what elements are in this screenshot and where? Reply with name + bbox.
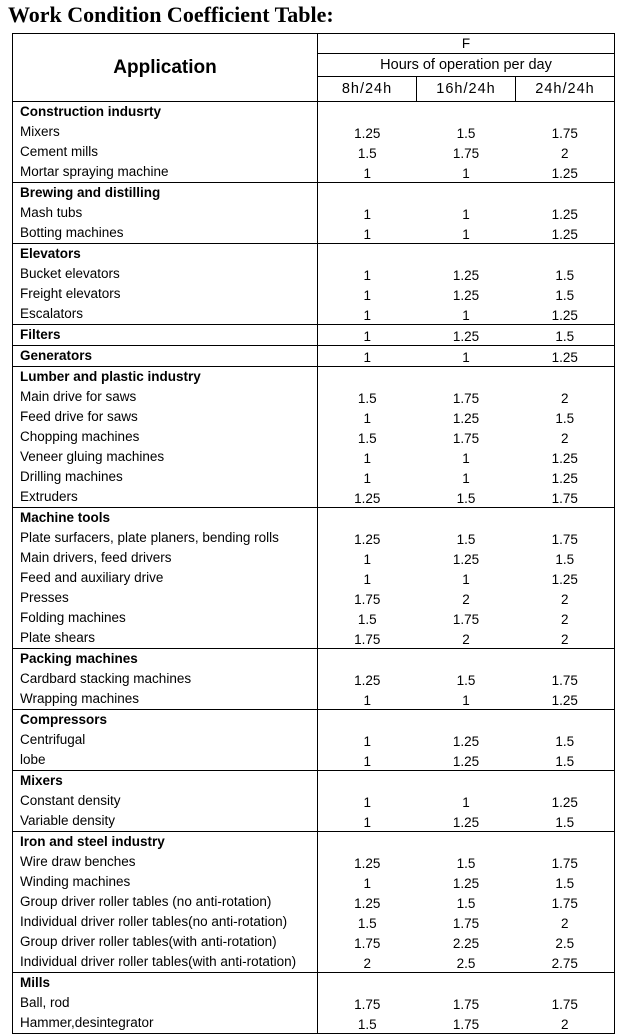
category-label: Packing machines (13, 649, 318, 670)
coefficient-value: 1.5 (555, 411, 575, 426)
coefficient-value: 1 (363, 166, 371, 181)
coefficient-value: 2.5 (456, 956, 476, 971)
application-label: Extruders (13, 487, 318, 508)
coefficient-value: 1.75 (551, 126, 578, 141)
coefficient-value: 1.75 (551, 856, 578, 871)
coefficient-value: 2 (363, 956, 371, 971)
coefficient-value: 1.75 (354, 936, 381, 951)
coefficient-value: 1.25 (417, 325, 516, 346)
column-header-16h: 16h/24h (417, 77, 516, 102)
category-label: Construction indusrty (13, 102, 318, 123)
table-row (13, 387, 615, 407)
coefficient-value: 2 (462, 592, 470, 607)
table-row (13, 447, 615, 467)
application-label: Main drive for saws (13, 387, 318, 407)
application-label: Feed drive for saws (13, 407, 318, 427)
coefficient-value (417, 973, 516, 994)
coefficient-value (318, 973, 417, 994)
table-row (13, 588, 615, 608)
application-label: Centrifugal (13, 730, 318, 750)
coefficient-value: 1 (363, 308, 371, 323)
table-row (13, 689, 615, 710)
coefficient-value: 1.5 (555, 815, 575, 830)
coefficient-value (516, 973, 615, 994)
coefficient-value: 1.75 (551, 896, 578, 911)
coefficient-value: 1.5 (357, 146, 377, 161)
coefficient-value: 1 (462, 451, 470, 466)
coefficient-value: 1.5 (357, 431, 377, 446)
category-row (13, 325, 615, 346)
coefficient-value: 1.5 (357, 1017, 377, 1032)
application-label: Constant density (13, 791, 318, 811)
column-header-24h: 24h/24h (516, 77, 615, 102)
coefficient-value: 1.25 (452, 552, 480, 567)
coefficient-value: 2 (462, 632, 470, 647)
application-label: Individual driver roller tables(with anti-rotation) (13, 952, 318, 973)
coefficient-value (417, 832, 516, 853)
table-row (13, 407, 615, 427)
table-row (13, 142, 615, 162)
coefficient-value (417, 244, 516, 265)
coefficient-value: 1 (462, 795, 470, 810)
table-row (13, 568, 615, 588)
application-label: Group driver roller tables(with anti-rotation) (13, 932, 318, 952)
coefficient-value: 1.5 (555, 268, 575, 283)
column-header-8h: 8h/24h (318, 77, 417, 102)
application-label: Botting machines (13, 223, 318, 244)
hours-header: Hours of operation per day (318, 54, 615, 77)
coefficient-value: 2.5 (555, 936, 575, 951)
coefficient-value: 1 (462, 471, 470, 486)
table-row (13, 791, 615, 811)
category-row (13, 508, 615, 529)
coefficient-value: 1.75 (354, 997, 381, 1012)
application-label: Wrapping machines (13, 689, 318, 710)
application-label: Variable density (13, 811, 318, 832)
application-label: Cement mills (13, 142, 318, 162)
coefficient-value: 1.25 (452, 876, 480, 891)
coefficient-value: 1 (462, 227, 470, 242)
category-label: Machine tools (13, 508, 318, 529)
coefficient-value (516, 832, 615, 853)
table-row (13, 548, 615, 568)
coefficient-value: 2 (561, 146, 569, 161)
table-row (13, 223, 615, 244)
table-row (13, 203, 615, 223)
coefficient-value (516, 244, 615, 265)
coefficient-value: 1 (462, 693, 470, 708)
application-label: Main drivers, feed drivers (13, 548, 318, 568)
category-label: Compressors (13, 710, 318, 731)
coefficient-value: 1.25 (452, 815, 480, 830)
coefficient-value: 1.5 (555, 754, 575, 769)
coefficient-value: 1 (363, 288, 371, 303)
coefficient-value: 1.75 (551, 997, 578, 1012)
category-label: Mixers (13, 771, 318, 792)
application-label: Cardbard stacking machines (13, 669, 318, 689)
table-row (13, 628, 615, 649)
coefficient-value: 1.25 (452, 411, 480, 426)
table-row (13, 872, 615, 892)
coefficient-value: 1.5 (456, 491, 476, 506)
coefficient-value: 1.25 (551, 308, 578, 323)
coefficient-value: 1.75 (551, 491, 578, 506)
application-label: Plate surfacers, plate planers, bending rolls (13, 528, 318, 548)
coefficient-value: 1.25 (551, 227, 578, 242)
table-row (13, 528, 615, 548)
table-row (13, 284, 615, 304)
coefficient-value: 1 (363, 876, 371, 891)
coefficient-value (516, 649, 615, 670)
category-row (13, 367, 615, 388)
coefficient-value: 1.5 (357, 612, 377, 627)
coefficient-value: 1.25 (354, 856, 381, 871)
table-row (13, 750, 615, 771)
coefficient-value (318, 183, 417, 204)
coefficient-value (318, 244, 417, 265)
category-label: Lumber and plastic industry (13, 367, 318, 388)
coefficient-value: 1 (363, 207, 371, 222)
table-row (13, 811, 615, 832)
application-label: lobe (13, 750, 318, 771)
category-row (13, 244, 615, 265)
coefficient-value (417, 102, 516, 123)
coefficient-value: 1 (417, 346, 516, 367)
coefficient-value: 2.75 (551, 956, 578, 971)
application-label: Mixers (13, 122, 318, 142)
table-row (13, 467, 615, 487)
application-label: Presses (13, 588, 318, 608)
coefficient-value: 1.25 (551, 572, 578, 587)
coefficient-value: 1.5 (555, 552, 575, 567)
coefficient-value: 1.75 (452, 997, 480, 1012)
coefficient-value (516, 508, 615, 529)
coefficient-value: 1.25 (551, 207, 578, 222)
table-row (13, 932, 615, 952)
category-label: Filters (13, 325, 318, 346)
table-row (13, 427, 615, 447)
coefficient-value (417, 771, 516, 792)
category-label: Iron and steel industry (13, 832, 318, 853)
category-row (13, 102, 615, 123)
application-label: Bucket elevators (13, 264, 318, 284)
application-label: Folding machines (13, 608, 318, 628)
coefficient-value: 1.5 (456, 532, 476, 547)
coefficient-value: 1 (318, 346, 417, 367)
coefficient-value: 1.75 (551, 532, 578, 547)
coefficient-value: 1.25 (551, 795, 578, 810)
coefficient-value (516, 367, 615, 388)
coefficient-value: 1.75 (452, 1017, 480, 1032)
application-label: Veneer gluing machines (13, 447, 318, 467)
coefficient-value (516, 771, 615, 792)
coefficient-value: 1.25 (551, 471, 578, 486)
coefficient-value: 1.25 (354, 896, 381, 911)
category-row (13, 973, 615, 994)
coefficient-value: 1 (462, 308, 470, 323)
table-row (13, 912, 615, 932)
coefficient-value: 1.25 (452, 268, 480, 283)
coefficient-value: 1.25 (354, 126, 381, 141)
coefficient-value: 2 (561, 632, 569, 647)
coefficient-value (417, 183, 516, 204)
coefficient-value: 2 (561, 431, 569, 446)
coefficient-value: 1.25 (551, 693, 578, 708)
coefficient-value: 1 (363, 815, 371, 830)
table-body (13, 102, 615, 1034)
table-row (13, 993, 615, 1013)
coefficient-value: 1.25 (551, 166, 578, 181)
coefficient-value (318, 649, 417, 670)
category-row (13, 649, 615, 670)
application-label: Group driver roller tables (no anti-rotation) (13, 892, 318, 912)
category-row (13, 183, 615, 204)
application-label: Ball, rod (13, 993, 318, 1013)
table-row (13, 852, 615, 872)
coefficient-value: 2 (561, 391, 569, 406)
coefficient-value: 1.5 (357, 391, 377, 406)
coefficient-value: 1.75 (452, 612, 480, 627)
coefficient-value (318, 832, 417, 853)
category-row (13, 771, 615, 792)
coefficient-value: 1.25 (516, 346, 615, 367)
coefficient-value: 1.25 (551, 451, 578, 466)
coefficient-value: 1 (363, 227, 371, 242)
coefficient-value: 1.5 (516, 325, 615, 346)
table-row (13, 730, 615, 750)
page-title: Work Condition Coefficient Table: (8, 2, 334, 27)
coefficient-value: 1.5 (555, 288, 575, 303)
coefficient-value: 2 (561, 592, 569, 607)
application-label: Winding machines (13, 872, 318, 892)
coefficient-value: 1.75 (452, 431, 480, 446)
coefficient-value: 1 (363, 451, 371, 466)
application-label: Individual driver roller tables(no anti-rotation) (13, 912, 318, 932)
table-row (13, 608, 615, 628)
application-label: Escalators (13, 304, 318, 325)
application-header: Application (13, 34, 318, 102)
table-row (13, 892, 615, 912)
coefficient-value: 1 (363, 572, 371, 587)
coefficient-value: 1.25 (354, 491, 381, 506)
coefficient-value: 1.75 (452, 146, 480, 161)
coefficient-value: 1.75 (354, 632, 381, 647)
coefficient-value: 2 (561, 1017, 569, 1032)
coefficient-value: 1.5 (456, 896, 476, 911)
application-label: Feed and auxiliary drive (13, 568, 318, 588)
category-label: Generators (13, 346, 318, 367)
coefficient-value (318, 710, 417, 731)
coefficient-value: 2 (561, 916, 569, 931)
coefficient-value (318, 771, 417, 792)
table-row (13, 162, 615, 183)
coefficient-value (516, 183, 615, 204)
table-row (13, 122, 615, 142)
table-row (13, 1013, 615, 1034)
coefficient-value: 1.5 (456, 673, 476, 688)
application-label: Mash tubs (13, 203, 318, 223)
coefficient-value: 1.75 (354, 592, 381, 607)
coefficient-value: 1.25 (452, 734, 480, 749)
coefficient-value: 1 (363, 471, 371, 486)
coefficient-value: 1.25 (354, 532, 381, 547)
coefficient-value (516, 102, 615, 123)
table-row (13, 487, 615, 508)
coefficient-value: 1.5 (555, 734, 575, 749)
coefficient-value: 2 (561, 612, 569, 627)
category-row (13, 832, 615, 853)
coefficient-value (417, 367, 516, 388)
category-row (13, 710, 615, 731)
coefficient-value: 1.5 (555, 876, 575, 891)
coefficient-value (318, 508, 417, 529)
coefficient-value: 1.5 (456, 126, 476, 141)
application-label: Chopping machines (13, 427, 318, 447)
coefficient-value: 1.25 (452, 754, 480, 769)
f-header: F (318, 34, 615, 54)
coefficient-value: 1 (462, 572, 470, 587)
application-label: Freight elevators (13, 284, 318, 304)
application-label: Wire draw benches (13, 852, 318, 872)
coefficient-value: 1 (363, 693, 371, 708)
coefficient-value: 1 (318, 325, 417, 346)
coefficient-value (417, 649, 516, 670)
table-row (13, 952, 615, 973)
coefficient-value: 1.75 (551, 673, 578, 688)
coefficient-value: 1 (462, 166, 470, 181)
table-row (13, 304, 615, 325)
coefficient-value (318, 102, 417, 123)
application-label: Hammer,desintegrator (13, 1013, 318, 1034)
coefficient-value (318, 367, 417, 388)
coefficient-value: 1.25 (452, 288, 480, 303)
coefficient-value (516, 710, 615, 731)
coefficient-table (12, 33, 615, 1034)
coefficient-value: 1 (363, 754, 371, 769)
table-row (13, 264, 615, 284)
coefficient-value: 1 (363, 411, 371, 426)
coefficient-value: 1.5 (456, 856, 476, 871)
coefficient-value: 2.25 (452, 936, 480, 951)
coefficient-value (417, 710, 516, 731)
coefficient-value: 1 (462, 207, 470, 222)
coefficient-value: 1 (363, 734, 371, 749)
category-label: Mills (13, 973, 318, 994)
coefficient-value: 1.75 (452, 391, 480, 406)
category-label: Brewing and distilling (13, 183, 318, 204)
coefficient-value: 1 (363, 552, 371, 567)
coefficient-value: 1.25 (354, 673, 381, 688)
coefficient-value: 1 (363, 268, 371, 283)
category-row (13, 346, 615, 367)
coefficient-value: 1 (363, 795, 371, 810)
application-label: Plate shears (13, 628, 318, 649)
category-label: Elevators (13, 244, 318, 265)
coefficient-value (417, 508, 516, 529)
coefficient-value: 1.75 (452, 916, 480, 931)
coefficient-value: 1.5 (357, 916, 377, 931)
table-row (13, 669, 615, 689)
application-label: Drilling machines (13, 467, 318, 487)
application-label: Mortar spraying machine (13, 162, 318, 183)
